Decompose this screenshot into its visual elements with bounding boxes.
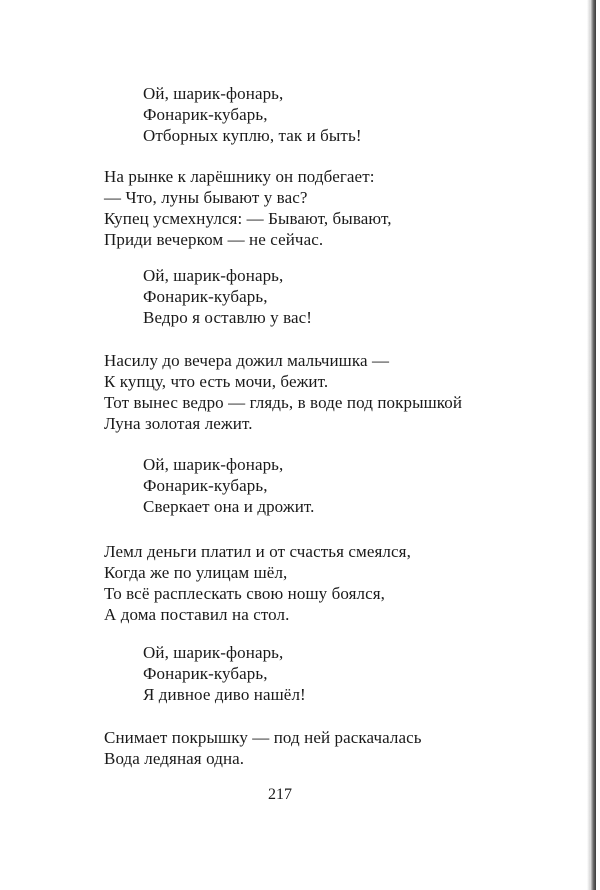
stanza-refrain-3 <box>143 454 315 517</box>
poem-line: Ой, шарик-фонарь, <box>143 643 284 662</box>
page-number: 217 <box>268 786 292 803</box>
poem-line: Когда же по улицам шёл, <box>104 563 288 582</box>
poem-line: — Что, луны бывают у вас? <box>104 188 308 207</box>
poem-line: Отборных куплю, так и быть! <box>143 126 362 145</box>
poem-line: Лемл деньги платил и от счастья смеялся, <box>104 542 411 561</box>
stanza-verse-1 <box>104 166 392 250</box>
poem-line: К купцу, что есть мочи, бежит. <box>104 372 329 391</box>
stanza-verse-2 <box>104 350 462 434</box>
poem-line: Фонарик-кубарь, <box>143 664 268 683</box>
poem-line: Купец усмехнулся: — Бывают, бывают, <box>104 209 392 228</box>
poem-line: То всё расплескать свою ношу боялся, <box>104 584 386 603</box>
poem-line: Ой, шарик-фонарь, <box>143 266 284 285</box>
poem-line: Луна золотая лежит. <box>104 414 253 433</box>
poem-line: Насилу до вечера дожил мальчишка — <box>104 351 390 370</box>
stanza-verse-4 <box>104 727 422 769</box>
stanza-refrain-4 <box>143 642 306 705</box>
poem-line: Сверкает она и дрожит. <box>143 497 315 516</box>
poem-line: Вода ледяная одна. <box>104 749 245 768</box>
poem-line: Фонарик-кубарь, <box>143 105 268 124</box>
poem-line: Я дивное диво нашёл! <box>143 685 306 704</box>
poem-line: Приди вечерком — не сейчас. <box>104 230 324 249</box>
poem-line: Тот вынес ведро — глядь, в воде под покрышкой <box>104 393 463 412</box>
poem-line: А дома поставил на стол. <box>104 605 290 624</box>
poem-line: Ведро я оставлю у вас! <box>143 308 313 327</box>
stanza-verse-3 <box>104 541 411 625</box>
poem-line: Ой, шарик-фонарь, <box>143 84 284 103</box>
poem-line: Фонарик-кубарь, <box>143 476 268 495</box>
stanza-refrain-1 <box>143 83 362 146</box>
poem-line: На рынке к ларёшнику он подбегает: <box>104 167 375 186</box>
poem-line: Ой, шарик-фонарь, <box>143 455 284 474</box>
poem-line: Фонарик-кубарь, <box>143 287 268 306</box>
stanza-refrain-2 <box>143 265 312 328</box>
book-spine-edge <box>590 0 596 890</box>
poem-line: Снимает покрышку — под ней раскачалась <box>104 728 422 747</box>
